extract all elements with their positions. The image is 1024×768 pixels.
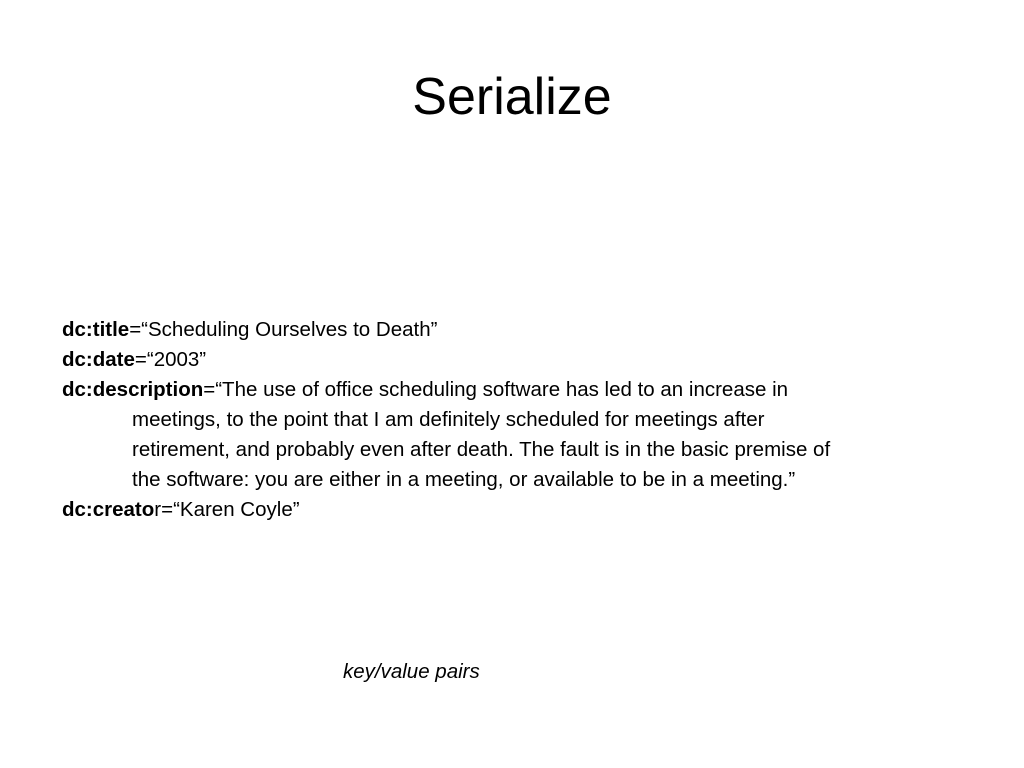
meta-creator-key-suffix: r: [154, 498, 162, 521]
meta-description-value-line-3: retirement, and probably even after death. The fault is in the basic premise of: [132, 438, 831, 461]
meta-description-value-line-2: meetings, to the point that I am definitely scheduled for meetings after: [132, 408, 765, 431]
meta-description-key: dc:description: [62, 378, 204, 401]
meta-creator-value: =“Karen Coyle”: [161, 498, 300, 521]
caption-key-value-pairs: key/value pairs: [343, 660, 480, 683]
metadata-block: [62, 315, 962, 525]
meta-creator-key: dc:creato: [62, 498, 155, 521]
meta-date-line: [62, 345, 962, 375]
meta-creator-line: [62, 495, 962, 525]
meta-title-key: dc:title: [62, 318, 130, 341]
meta-date-key: dc:date: [62, 348, 135, 371]
meta-description-value-line-1: =“The use of office scheduling software has led to an increase in: [203, 378, 789, 401]
meta-title-line: [62, 315, 962, 345]
meta-description-line: [62, 375, 962, 405]
meta-date-value: =“2003”: [134, 348, 207, 371]
slide-title: Serialize: [412, 68, 612, 126]
meta-description-value-line-4: the software: you are either in a meeting, or available to be in a meeting.”: [132, 468, 796, 491]
meta-title-value: =“Scheduling Ourselves to Death”: [129, 318, 438, 341]
